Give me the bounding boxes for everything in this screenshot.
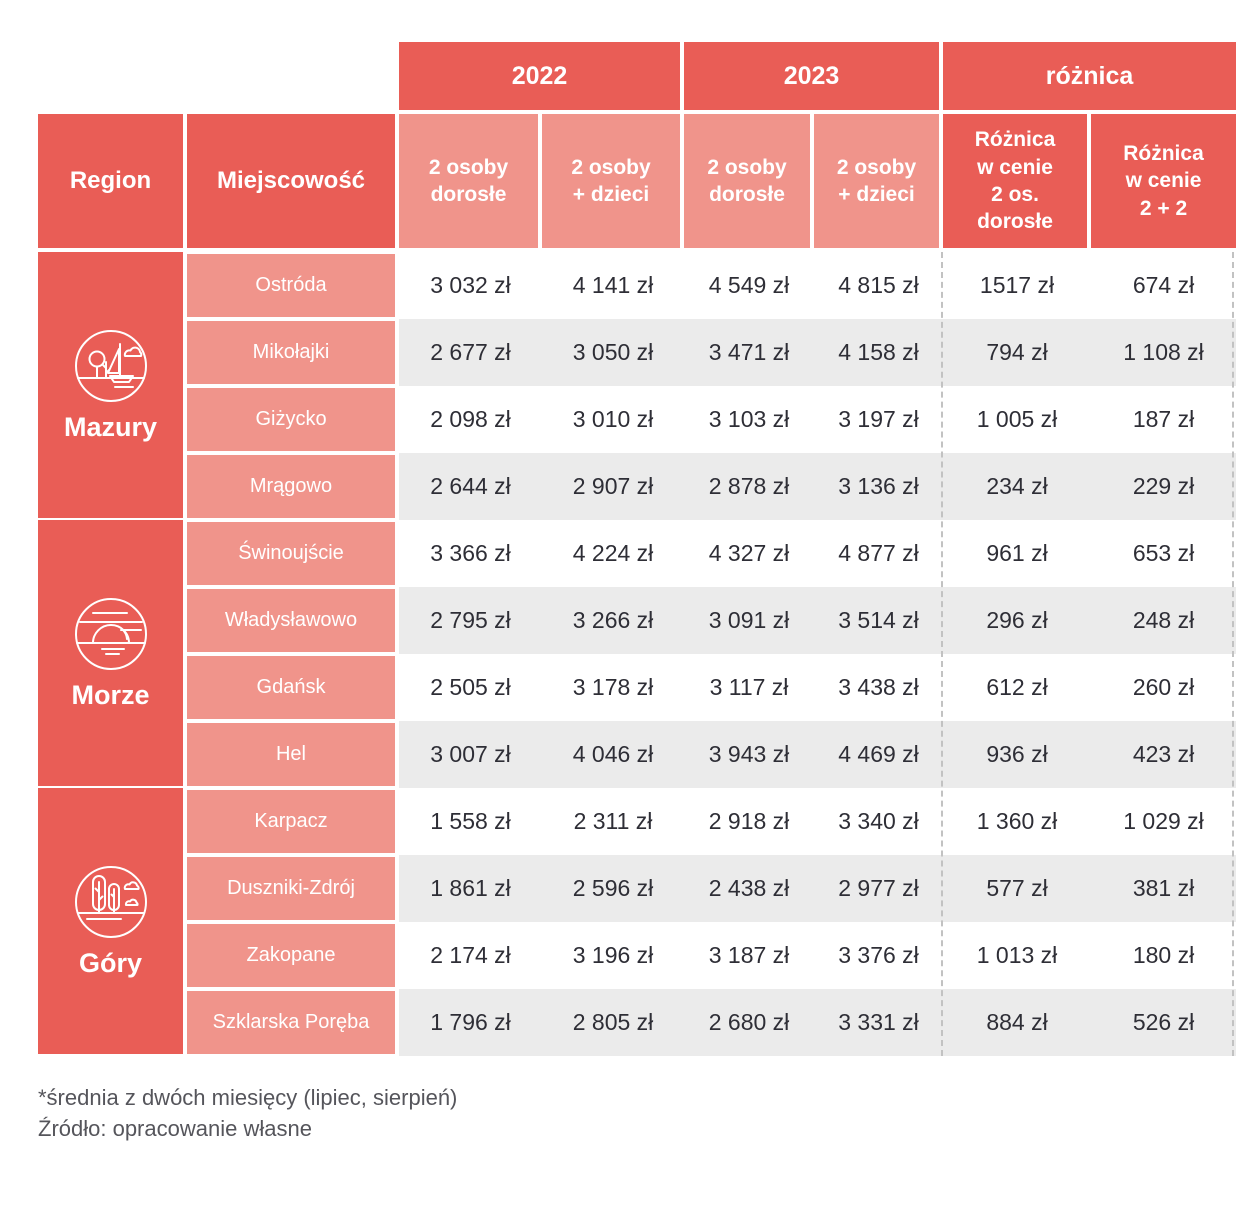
diff-cell: 884 zł bbox=[986, 1009, 1048, 1035]
diff-cell: 234 zł bbox=[986, 473, 1048, 499]
price-cell: 2 505 zł bbox=[430, 674, 511, 700]
table-row bbox=[38, 252, 1236, 319]
price-cell: 3 032 zł bbox=[430, 272, 511, 298]
city-cell: Hel bbox=[187, 723, 395, 786]
diff-cell: 1 029 zł bbox=[1123, 808, 1204, 834]
price-cell: 3 438 zł bbox=[838, 674, 919, 700]
column-header-row bbox=[38, 114, 1236, 248]
price-cell: 2 174 zł bbox=[430, 942, 511, 968]
price-cell: 4 469 zł bbox=[838, 741, 919, 767]
price-cell: 4 549 zł bbox=[708, 272, 790, 298]
diff-cell: 423 zł bbox=[1132, 741, 1195, 767]
price-cell: 2 677 zł bbox=[430, 339, 511, 365]
price-cell: 3 050 zł bbox=[572, 339, 654, 365]
price-cell: 1 796 zł bbox=[430, 1009, 511, 1035]
region-block-mazury bbox=[38, 252, 183, 518]
column-header-2022-children: 2 osoby + dzieci bbox=[542, 114, 680, 248]
table-row bbox=[38, 386, 1236, 453]
price-cell: 3 471 zł bbox=[708, 339, 790, 365]
diff-cell: 1517 zł bbox=[979, 272, 1055, 298]
table-row bbox=[38, 989, 1236, 1056]
column-header-2022-adults: 2 osoby dorosłe bbox=[399, 114, 538, 248]
group-header-2022: 2022 bbox=[399, 42, 680, 110]
diff-cell: 180 zł bbox=[1132, 942, 1195, 968]
price-cell: 3 007 zł bbox=[430, 741, 511, 767]
price-cell: 3 376 zł bbox=[838, 942, 919, 968]
price-cell: 3 331 zł bbox=[838, 1009, 919, 1035]
price-cell: 4 815 zł bbox=[838, 272, 919, 298]
table-row bbox=[38, 520, 1236, 587]
sea-sunset-icon bbox=[73, 596, 149, 672]
table-row bbox=[38, 922, 1236, 989]
diff-cell: 674 zł bbox=[1132, 272, 1195, 298]
price-cell: 3 136 zł bbox=[838, 473, 919, 499]
price-cell: 3 010 zł bbox=[572, 406, 654, 432]
diff-cell: 1 005 zł bbox=[976, 406, 1058, 432]
price-cell: 2 596 zł bbox=[572, 875, 654, 901]
city-cell: Szklarska Poręba bbox=[187, 991, 395, 1054]
price-cell: 2 795 zł bbox=[430, 607, 511, 633]
region-label: Mazury bbox=[63, 411, 158, 442]
table-row bbox=[38, 855, 1236, 922]
column-header-region: Region bbox=[38, 114, 183, 248]
footnotes bbox=[38, 1082, 1259, 1144]
price-cell: 4 327 zł bbox=[708, 540, 790, 566]
price-cell: 3 091 zł bbox=[708, 607, 790, 633]
city-cell: Giżycko bbox=[187, 388, 395, 451]
diff-cell: 248 zł bbox=[1132, 607, 1195, 633]
city-cell: Karpacz bbox=[187, 790, 395, 853]
mountain-trees-icon bbox=[73, 864, 149, 940]
diff-cell: 1 108 zł bbox=[1123, 339, 1204, 365]
table-row bbox=[38, 788, 1236, 855]
city-cell: Władysławowo bbox=[187, 589, 395, 652]
diff-cell: 612 zł bbox=[986, 674, 1048, 700]
group-header-2023: 2023 bbox=[684, 42, 939, 110]
price-cell: 2 878 zł bbox=[708, 473, 790, 499]
column-header-diff-adults: Różnica w cenie 2 os. dorosłe bbox=[943, 114, 1087, 248]
city-cell: Świnoujście bbox=[187, 522, 395, 585]
price-cell: 1 861 zł bbox=[430, 875, 511, 901]
diff-cell: 1 360 zł bbox=[976, 808, 1058, 834]
footnote-average: *średnia z dwóch miesięcy (lipiec, sierpień) bbox=[38, 1085, 458, 1110]
price-cell: 3 266 zł bbox=[572, 607, 654, 633]
price-cell: 2 098 zł bbox=[430, 406, 511, 432]
diff-cell: 961 zł bbox=[986, 540, 1048, 566]
price-cell: 4 224 zł bbox=[572, 540, 654, 566]
region-block-gory bbox=[38, 788, 183, 1054]
column-header-diff-2plus2: Różnica w cenie 2 + 2 bbox=[1091, 114, 1236, 248]
group-header-difference: różnica bbox=[943, 42, 1236, 110]
table-row bbox=[38, 654, 1236, 721]
city-cell: Duszniki-Zdrój bbox=[187, 857, 395, 920]
diff-cell: 187 zł bbox=[1132, 406, 1195, 432]
table-row bbox=[38, 587, 1236, 654]
column-header-city: Miejscowość bbox=[187, 114, 395, 248]
footnote-source: Źródło: opracowanie własne bbox=[38, 1116, 312, 1142]
region-label: Morze bbox=[71, 679, 150, 710]
price-cell: 2 805 zł bbox=[572, 1009, 654, 1035]
diff-cell: 296 zł bbox=[986, 607, 1048, 633]
price-cell: 3 943 zł bbox=[708, 741, 790, 767]
price-cell: 2 918 zł bbox=[708, 808, 790, 834]
price-cell: 2 644 zł bbox=[430, 473, 511, 499]
diff-cell: 1 013 zł bbox=[976, 942, 1058, 968]
price-cell: 4 046 zł bbox=[572, 741, 654, 767]
price-cell: 3 117 zł bbox=[709, 674, 789, 700]
price-cell: 3 178 zł bbox=[572, 674, 654, 700]
column-header-2023-adults: 2 osoby dorosłe bbox=[684, 114, 810, 248]
price-cell: 2 438 zł bbox=[708, 875, 790, 901]
price-cell: 2 907 zł bbox=[572, 473, 654, 499]
lake-sailboat-icon bbox=[73, 328, 149, 404]
price-cell: 4 158 zł bbox=[838, 339, 919, 365]
city-cell: Mikołajki bbox=[187, 321, 395, 384]
column-header-2023-children: 2 osoby + dzieci bbox=[814, 114, 939, 248]
city-cell: Ostróda bbox=[187, 254, 395, 317]
diff-cell: 229 zł bbox=[1132, 473, 1195, 499]
city-cell: Gdańsk bbox=[187, 656, 395, 719]
price-cell: 1 558 zł bbox=[430, 808, 511, 834]
region-block-morze bbox=[38, 520, 183, 786]
price-comparison-table bbox=[38, 42, 1236, 1056]
price-cell: 3 340 zł bbox=[838, 808, 919, 834]
diff-cell: 794 zł bbox=[986, 339, 1048, 365]
price-cell: 3 196 zł bbox=[572, 942, 654, 968]
price-cell: 3 187 zł bbox=[708, 942, 790, 968]
diff-cell: 381 zł bbox=[1132, 875, 1195, 901]
difference-section-left-dashed-divider bbox=[941, 252, 943, 1056]
region-label: Góry bbox=[78, 947, 143, 978]
table-row bbox=[38, 721, 1236, 788]
price-cell: 3 197 zł bbox=[838, 406, 919, 432]
price-cell: 2 311 zł bbox=[573, 808, 653, 834]
price-cell: 3 103 zł bbox=[708, 406, 790, 432]
diff-cell: 260 zł bbox=[1132, 674, 1195, 700]
diff-cell: 577 zł bbox=[986, 875, 1048, 901]
price-cell: 4 877 zł bbox=[838, 540, 919, 566]
table-row bbox=[38, 453, 1236, 520]
diff-cell: 653 zł bbox=[1132, 540, 1195, 566]
city-cell: Zakopane bbox=[187, 924, 395, 987]
year-group-header-row bbox=[399, 42, 1236, 110]
table-row bbox=[38, 319, 1236, 386]
price-cell: 3 366 zł bbox=[430, 540, 511, 566]
difference-section-right-dashed-divider bbox=[1232, 252, 1234, 1056]
price-cell: 2 680 zł bbox=[708, 1009, 790, 1035]
diff-cell: 936 zł bbox=[986, 741, 1048, 767]
price-cell: 4 141 zł bbox=[572, 272, 654, 298]
price-cell: 3 514 zł bbox=[838, 607, 919, 633]
city-cell: Mrągowo bbox=[187, 455, 395, 518]
price-cell: 2 977 zł bbox=[838, 875, 919, 901]
diff-cell: 526 zł bbox=[1132, 1009, 1195, 1035]
